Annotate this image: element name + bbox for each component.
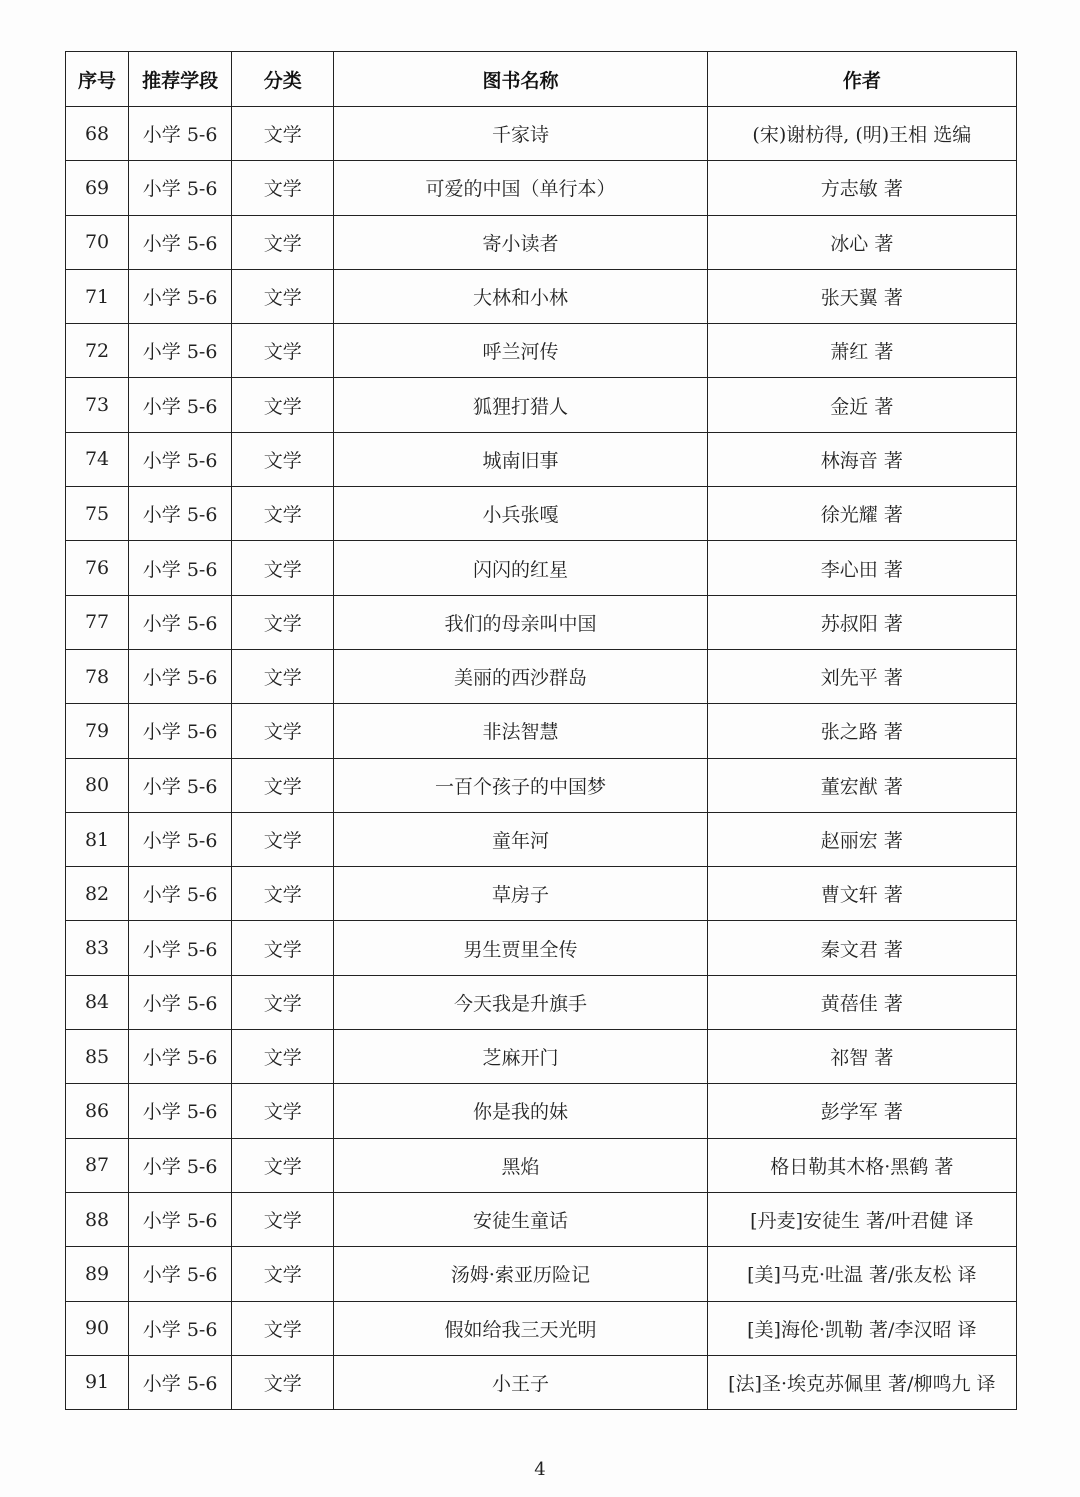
cell-level: 小学 5-6: [129, 378, 232, 432]
cell-level: 小学 5-6: [129, 1247, 232, 1301]
cell-no: 68: [66, 107, 129, 161]
cell-title: 可爱的中国（单行本）: [334, 161, 707, 215]
page-number: 4: [534, 1459, 546, 1480]
cell-no: 72: [66, 324, 129, 378]
cell-category: 文学: [232, 649, 334, 703]
cell-level: 小学 5-6: [129, 1355, 232, 1409]
header-no: 序号: [66, 52, 129, 107]
cell-level: 小学 5-6: [129, 758, 232, 812]
cell-category: 文学: [232, 541, 334, 595]
table-row: [66, 1030, 1017, 1084]
cell-level: 小学 5-6: [129, 595, 232, 649]
cell-author: 刘先平 著: [707, 649, 1016, 703]
cell-level: 小学 5-6: [129, 704, 232, 758]
cell-level: 小学 5-6: [129, 975, 232, 1029]
cell-level: 小学 5-6: [129, 1138, 232, 1192]
header-category: 分类: [232, 52, 334, 107]
table-row: [66, 812, 1017, 866]
table-row: [66, 378, 1017, 432]
cell-level: 小学 5-6: [129, 432, 232, 486]
table-row: [66, 432, 1017, 486]
table-row: [66, 867, 1017, 921]
cell-author: 格日勒其木格·黑鹤 著: [707, 1138, 1016, 1192]
cell-level: 小学 5-6: [129, 541, 232, 595]
table-row: [66, 1138, 1017, 1192]
cell-level: 小学 5-6: [129, 812, 232, 866]
cell-author: 赵丽宏 著: [707, 812, 1016, 866]
cell-author: 黄蓓佳 著: [707, 975, 1016, 1029]
book-list-table: [65, 51, 1017, 1410]
cell-author: 曹文轩 著: [707, 867, 1016, 921]
cell-author: 苏叔阳 著: [707, 595, 1016, 649]
cell-level: 小学 5-6: [129, 921, 232, 975]
table-row: [66, 595, 1017, 649]
cell-category: 文学: [232, 215, 334, 269]
cell-title: 男生贾里全传: [334, 921, 707, 975]
cell-level: 小学 5-6: [129, 1192, 232, 1246]
cell-author: 金近 著: [707, 378, 1016, 432]
cell-category: 文学: [232, 1084, 334, 1138]
cell-level: 小学 5-6: [129, 1301, 232, 1355]
table-row: [66, 704, 1017, 758]
cell-no: 90: [66, 1301, 129, 1355]
cell-no: 88: [66, 1192, 129, 1246]
cell-category: 文学: [232, 269, 334, 323]
cell-category: 文学: [232, 1138, 334, 1192]
cell-title: 呼兰河传: [334, 324, 707, 378]
header-level: 推荐学段: [129, 52, 232, 107]
cell-author: [法]圣·埃克苏佩里 著/柳鸣九 译: [707, 1355, 1016, 1409]
cell-author: [美]马克·吐温 著/张友松 译: [707, 1247, 1016, 1301]
cell-level: 小学 5-6: [129, 324, 232, 378]
cell-category: 文学: [232, 1301, 334, 1355]
table-row: [66, 324, 1017, 378]
cell-no: 70: [66, 215, 129, 269]
cell-no: 85: [66, 1030, 129, 1084]
cell-author: 方志敏 著: [707, 161, 1016, 215]
table-row: [66, 1355, 1017, 1409]
table-row: [66, 215, 1017, 269]
cell-no: 89: [66, 1247, 129, 1301]
table-row: [66, 541, 1017, 595]
table-row: [66, 758, 1017, 812]
cell-no: 69: [66, 161, 129, 215]
table-row: [66, 487, 1017, 541]
cell-title: 草房子: [334, 867, 707, 921]
cell-title: 假如给我三天光明: [334, 1301, 707, 1355]
cell-category: 文学: [232, 1192, 334, 1246]
cell-category: 文学: [232, 1030, 334, 1084]
cell-no: 73: [66, 378, 129, 432]
cell-title: 闪闪的红星: [334, 541, 707, 595]
table-body: [66, 107, 1017, 1410]
cell-no: 79: [66, 704, 129, 758]
cell-title: 小王子: [334, 1355, 707, 1409]
cell-title: 大林和小林: [334, 269, 707, 323]
cell-title: 我们的母亲叫中国: [334, 595, 707, 649]
cell-category: 文学: [232, 595, 334, 649]
cell-category: 文学: [232, 1355, 334, 1409]
cell-title: 城南旧事: [334, 432, 707, 486]
header-row: [66, 52, 1017, 107]
cell-no: 81: [66, 812, 129, 866]
cell-category: 文学: [232, 812, 334, 866]
cell-no: 83: [66, 921, 129, 975]
cell-no: 86: [66, 1084, 129, 1138]
cell-title: 今天我是升旗手: [334, 975, 707, 1029]
cell-title: 美丽的西沙群岛: [334, 649, 707, 703]
cell-no: 78: [66, 649, 129, 703]
cell-title: 芝麻开门: [334, 1030, 707, 1084]
cell-category: 文学: [232, 487, 334, 541]
cell-title: 你是我的妹: [334, 1084, 707, 1138]
cell-author: 冰心 著: [707, 215, 1016, 269]
cell-level: 小学 5-6: [129, 215, 232, 269]
header-title: 图书名称: [334, 52, 707, 107]
cell-no: 91: [66, 1355, 129, 1409]
cell-title: 汤姆·索亚历险记: [334, 1247, 707, 1301]
header-author: 作者: [707, 52, 1016, 107]
cell-no: 82: [66, 867, 129, 921]
cell-author: 萧红 著: [707, 324, 1016, 378]
cell-category: 文学: [232, 921, 334, 975]
cell-level: 小学 5-6: [129, 107, 232, 161]
cell-author: [美]海伦·凯勒 著/李汉昭 译: [707, 1301, 1016, 1355]
cell-author: 秦文君 著: [707, 921, 1016, 975]
cell-author: 彭学军 著: [707, 1084, 1016, 1138]
table-row: [66, 107, 1017, 161]
cell-title: 一百个孩子的中国梦: [334, 758, 707, 812]
cell-level: 小学 5-6: [129, 1084, 232, 1138]
cell-author: 李心田 著: [707, 541, 1016, 595]
cell-category: 文学: [232, 378, 334, 432]
cell-level: 小学 5-6: [129, 161, 232, 215]
cell-title: 寄小读者: [334, 215, 707, 269]
cell-category: 文学: [232, 107, 334, 161]
table-row: [66, 1247, 1017, 1301]
cell-title: 狐狸打猎人: [334, 378, 707, 432]
cell-category: 文学: [232, 324, 334, 378]
cell-category: 文学: [232, 704, 334, 758]
cell-category: 文学: [232, 867, 334, 921]
cell-level: 小学 5-6: [129, 1030, 232, 1084]
cell-author: (宋)谢枋得, (明)王相 选编: [707, 107, 1016, 161]
table-row: [66, 649, 1017, 703]
cell-category: 文学: [232, 758, 334, 812]
table-row: [66, 161, 1017, 215]
cell-no: 77: [66, 595, 129, 649]
cell-title: 黑焰: [334, 1138, 707, 1192]
cell-category: 文学: [232, 975, 334, 1029]
cell-no: 71: [66, 269, 129, 323]
cell-level: 小学 5-6: [129, 867, 232, 921]
cell-title: 小兵张嘎: [334, 487, 707, 541]
cell-author: 林海音 著: [707, 432, 1016, 486]
cell-level: 小学 5-6: [129, 487, 232, 541]
cell-category: 文学: [232, 1247, 334, 1301]
table-row: [66, 1301, 1017, 1355]
cell-author: 张天翼 著: [707, 269, 1016, 323]
cell-no: 84: [66, 975, 129, 1029]
table-row: [66, 269, 1017, 323]
cell-title: 安徒生童话: [334, 1192, 707, 1246]
cell-no: 75: [66, 487, 129, 541]
cell-author: 徐光耀 著: [707, 487, 1016, 541]
cell-author: 董宏猷 著: [707, 758, 1016, 812]
table-row: [66, 921, 1017, 975]
cell-author: 祁智 著: [707, 1030, 1016, 1084]
cell-author: [丹麦]安徒生 著/叶君健 译: [707, 1192, 1016, 1246]
cell-title: 童年河: [334, 812, 707, 866]
cell-level: 小学 5-6: [129, 649, 232, 703]
cell-no: 80: [66, 758, 129, 812]
cell-title: 非法智慧: [334, 704, 707, 758]
cell-category: 文学: [232, 432, 334, 486]
table-header: [66, 52, 1017, 107]
cell-category: 文学: [232, 161, 334, 215]
table-row: [66, 1084, 1017, 1138]
cell-no: 76: [66, 541, 129, 595]
cell-level: 小学 5-6: [129, 269, 232, 323]
cell-author: 张之路 著: [707, 704, 1016, 758]
cell-title: 千家诗: [334, 107, 707, 161]
cell-no: 74: [66, 432, 129, 486]
table-row: [66, 975, 1017, 1029]
table-row: [66, 1192, 1017, 1246]
cell-no: 87: [66, 1138, 129, 1192]
